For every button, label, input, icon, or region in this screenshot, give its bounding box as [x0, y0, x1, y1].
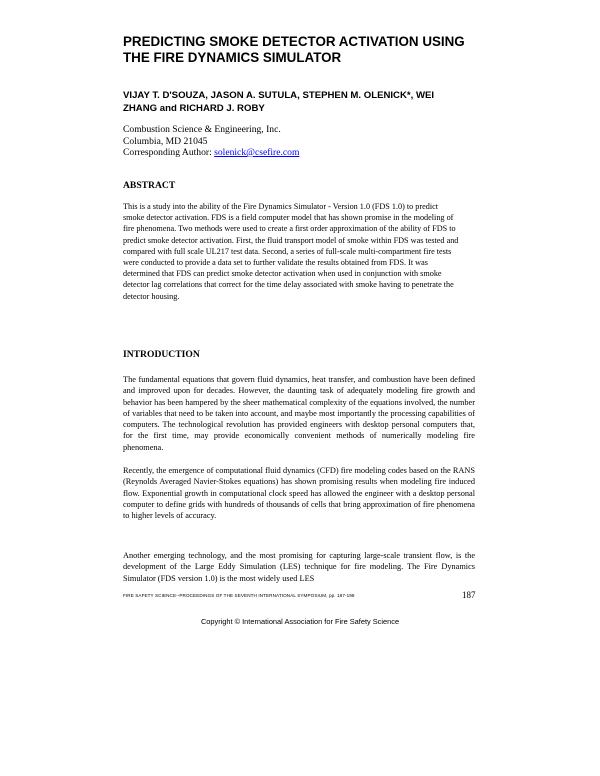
email-link[interactable]: solenick@csefire.com [214, 147, 300, 158]
journal-footer: FIRE SAFETY SCIENCE--PROCEEDINGS OF THE SEVENTH INTERNATIONAL SYMPOSIUM, pp. 187-198 [123, 593, 355, 598]
copyright-notice: Copyright © International Association for Fire Safety Science [200, 617, 400, 626]
corresponding-author [123, 147, 299, 159]
intro-paragraph-2: Recently, the emergence of computational fluid dynamics (CFD) fire modeling codes based on the RANS (Reynolds Averaged Navier-Stokes equations) has shown promising results when modeling fire induced flow. Exponential growth in computational clock speed has allowed the engineer with a desktop personal computer to define grids with hundreds of thousands of cells that bring approximation of fire phenomena to higher levels of accuracy. [123, 466, 475, 521]
paper-title [123, 34, 503, 66]
introduction-heading: INTRODUCTION [123, 349, 200, 360]
affiliation-company: Combustion Science & Engineering, Inc. [123, 124, 281, 135]
intro-paragraph-1: The fundamental equations that govern fluid dynamics, heat transfer, and combustion have been defined and improved upon for decades. However, the daunting task of adequately modeling fire growth and behavior has been hampered by the sheer mathematical complexity of the equations involved, the number of variables that need to be taken into account, and maybe most importantly the processing capabilities of computers. The technological revolution has provided engineers with desktop personal computers that, for the first time, may provide economically convenient methods of numerically modeling fire phenomena. [123, 375, 475, 452]
page-number: 187 [462, 590, 476, 600]
title-line-2: THE FIRE DYNAMICS SIMULATOR [123, 50, 342, 65]
affiliation-city: Columbia, MD 21045 [123, 135, 208, 147]
corresponding-label: Corresponding Author: [123, 147, 215, 158]
intro-paragraph-3: Another emerging technology, and the most promising for capturing large-scale transient flow, is the development of the Large Eddy Simulation (LES) technique for fire modeling. The Fire Dynamics Simulator (FDS version 1.0) is the most widely used LES [123, 551, 475, 583]
abstract-heading: ABSTRACT [123, 180, 176, 191]
affiliation [123, 124, 299, 159]
title-line-1: PREDICTING SMOKE DETECTOR ACTIVATION USING [123, 34, 465, 49]
authors: VIJAY T. D'SOUZA, JASON A. SUTULA, STEPHEN M. OLENICK*, WEI ZHANG and RICHARD J. ROBY [123, 90, 435, 114]
abstract-text: This is a study into the ability of the Fire Dynamics Simulator - Version 1.0 (FDS 1.0) to predict smoke detector activation. FDS is a field computer model that has shown promise in the modeling of fire phenomena. Two methods were used to create a first order approximation of the ability of FDS to predict smoke detector activation. First, the fluid transport model of smoke within FDS was tested and compared with full scale UL217 test data. Second, a series of full-scale multi-compartment fire tests were conducted to provide a data set to further validate the results obtained from FDS. It was determined that FDS can predict smoke detector activation when used in conjunction with smoke detector lag correlations that correct for the time delay associated with smoke having to penetrate the detector housing. [123, 202, 459, 301]
